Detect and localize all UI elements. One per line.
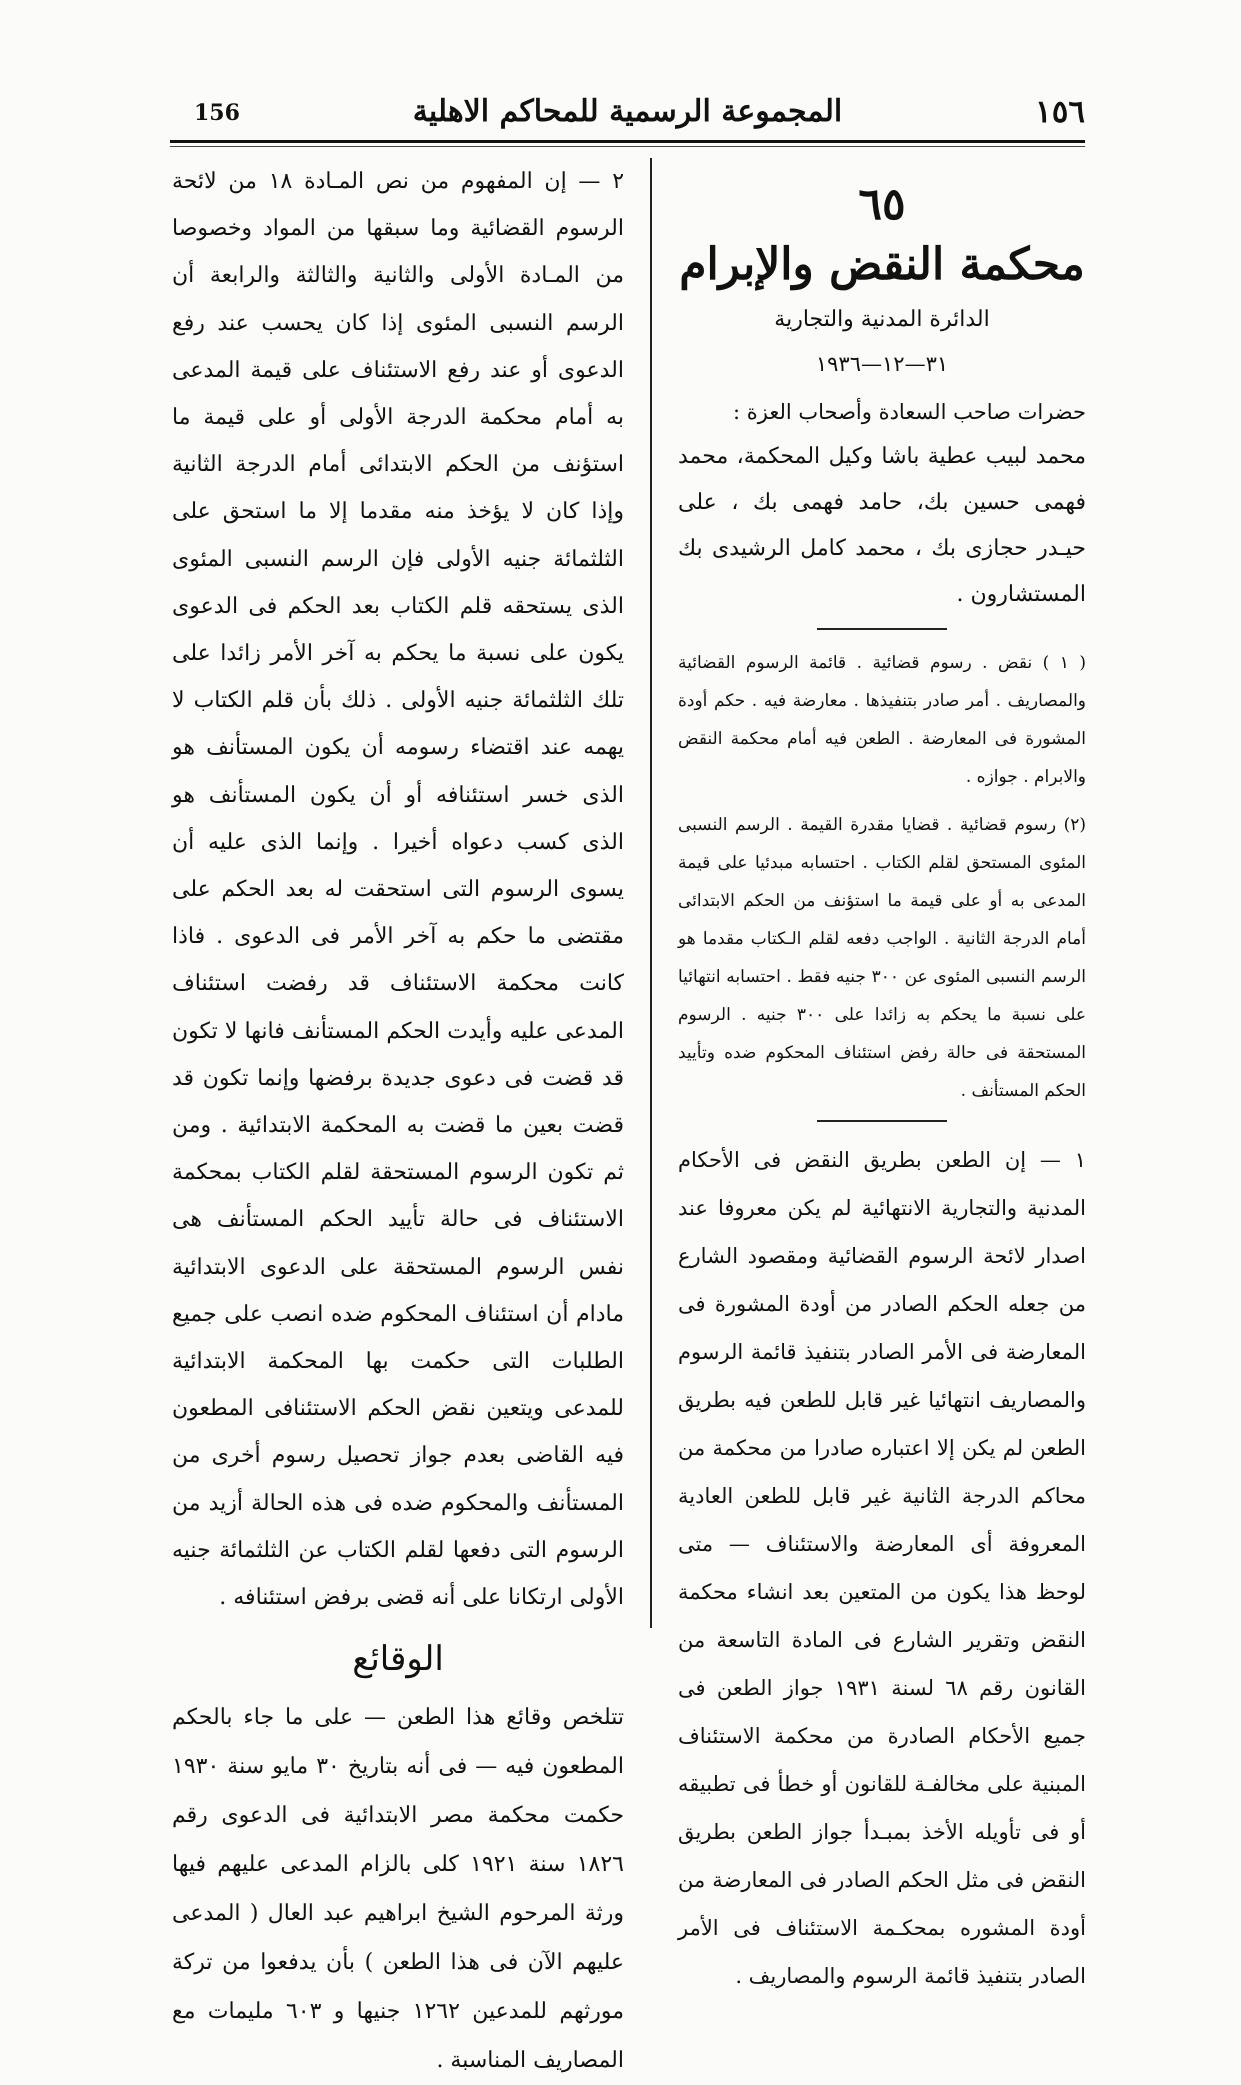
facts-heading: الوقائع [352, 1639, 444, 1680]
judgment-date: ٣١—١٢—١٩٣٦ [815, 352, 949, 376]
court-name: محكمة النقض والإبرام [679, 239, 1085, 290]
header-rule-thin [170, 146, 1085, 147]
page-number-arabic: ١٥٦ [1035, 94, 1085, 130]
section-rule [817, 1120, 947, 1122]
judges-list: محمد لبيب عطية باشا وكيل المحكمة، محمد فهمى حسين بك، حامد فهمى بك ، على حيـدر حجازى بك ، محمد كامل الرشيدى بك المستشارون . [678, 444, 1086, 607]
column-divider [650, 158, 652, 1628]
page-number-latin: 156 [194, 100, 240, 126]
running-title: المجموعة الرسمية للمحاكم الاهلية [412, 94, 843, 129]
header-rule [170, 140, 1085, 143]
right-column [678, 178, 1086, 2000]
left-column [172, 158, 624, 2085]
summary-paragraph-2: (٢) رسوم قضائية . قضايا مقدرة القيمة . الرسم النسبى المئوى المستحق لقلم الكتاب . احتسابه مبدئيا على قيمة المدعى به أو على قيمة ما استؤنف من الحكم الابتدائى أمام الدرجة الثانية . الواجب دفعه لقلم الـكتاب مقدما هو الرسم النسبى المئوى عن ٣٠٠ جنيه فقط . احتسابه انتهائيا على نسبة ما يحكم به زائدا على ٣٠٠ جنيه . الرسوم المستحقة فى حالة رفض استئناف المحكوم ضده وتأييد الحكم المستأنف . [678, 815, 1086, 1101]
facts-paragraph: تتلخص وقائع هذا الطعن — على ما جاء بالحكم المطعون فيه — فى أنه بتاريخ ٣٠ مايو سنة ١٩٣٠ حكمت محكمة مصر الابتدائية فى الدعوى رقم ١٨٢٦ سنة ١٩٢١ كلى بالزام المدعى عليهم فيها ورثة المرحوم الشيخ ابراهيم عبد العال ( المدعى عليهم الآن فى هذا الطعن ) بأن يدفعوا من تركة مورثهم للمدعين ١٢٦٢ جنيها و ٦٠٣ مليمات مع المصاريف المناسبة . [172, 1705, 624, 2074]
section-rule [817, 628, 947, 630]
principle-paragraph-1: ١ — إن الطعن بطريق النقض فى الأحكام المدنية والتجارية الانتهائية لم يكن معروفا عند اصدار لائحة الرسوم القضائية ومقصود الشارع من جعله الحكم الصادر من أودة المشورة فى المعارضة فى الأمر الصادر بتنفيذ قائمة الرسوم والمصاريف انتهائيا غير قابل للطعن فيه بطريق الطعن لم يكن إلا اعتباره صادرا من محكمة من محاكم الدرجة الثانية غير قابل للطعن العادية المعروفة أى المعارضة والاستئناف — متى لوحظ هذا يكون من المتعين بعد انشاء محكمة النقض وتقرير الشارع فى المادة التاسعة من القانون رقم ٦٨ لسنة ١٩٣١ جواز الطعن فى جميع الأحكام الصادرة من محكمة الاستئناف المبنية على مخالفـة للقانون أو خطأ فى تطبيقه أو فى تأويله الأخذ بمبـدأ جواز الطعن بطريق النقض فى مثل الحكم الصادر فى المعارضة من أودة المشوره بمحكـمة الاستئناف فى الأمر الصادر بتنفيذ قائمة الرسوم والمصاريف . [678, 1148, 1086, 1988]
circuit-name: الدائرة المدنية والتجارية [774, 307, 990, 332]
summary-paragraph-1: ( ١ ) نقض . رسوم قضائية . قائمة الرسوم القضائية والمصاريف . أمر صادر بتنفيذها . معارضة فيه . حكم أودة المشورة فى المعارضة . الطعن فيه أمام محكمة النقض والابرام . جوازه . [678, 653, 1087, 787]
page-header [170, 94, 1085, 140]
case-number: ٦٥ [858, 179, 906, 230]
principle-paragraph-2: ٢ — إن المفهوم من نص المـادة ١٨ من لائحة الرسوم القضائية وما سبقها من المواد وخصوصا من المـادة الأولى والثانية والثالثة والرابعة أن الرسم النسبى المئوى إذا كان يحسب عند رفع الدعوى أو عند رفع الاستئناف على قيمة المدعى به أمام محكمة الدرجة الأولى أو على قيمة ما استؤنف من الحكم الابتدائى أمام الدرجة الثانية وإذا كان لا يؤخذ منه مقدما إلا ما استحق على الثلثمائة جنيه الأولى فإن الرسم النسبى المئوى الذى يستحقه قلم الكتاب بعد الحكم فى الدعوى يكون على نسبة ما يحكم به آخر الأمر زائدا على تلك الثلثمائة جنيه الأولى . ذلك بأن قلم الكتاب لا يهمه عند اقتضاء رسومه أن يكون المستأنف هو الذى خسر استئنافه أو أن يكون المستأنف هو الذى كسب دعواه أخيرا . وإنما الذى عليه أن يسوى الرسوم التى استحقت له بعد الحكم على مقتضى ما حكم به آخر الأمر فى الدعوى . فاذا كانت محكمة الاستئناف قد رفضت استئناف المدعى عليه وأيدت الحكم المستأنف فانها لا تكون قد قضت فى دعوى جديدة برفضها وإنما تكون قد قضت بعين ما قضت به المحكمة الابتدائية . ومن ثم تكون الرسوم المستحقة لقلم الكتاب بمحكمة الاستئناف فى حالة تأييد الحكم المستأنف هى نفس الرسوم المستحقة على الدعوى الابتدائية مادام أن استئناف المحكوم ضده انصب على جميع الطلبات التى حكمت بها المحكمة الابتدائية للمدعى ويتعين نقض الحكم الاستئنافى المطعون فيه القاضى بعدم جواز تحصيل رسوم أخرى من المستأنف والمحكوم ضده فى هذه الحالة أزيد من الرسوم التى دفعها لقلم الكتاب عن الثلثمائة جنيه الأولى ارتكانا على أنه قضى برفض استئنافه . [172, 169, 625, 1611]
presiding-line: حضرات صاحب السعادة وأصحاب العزة : [732, 400, 1086, 424]
